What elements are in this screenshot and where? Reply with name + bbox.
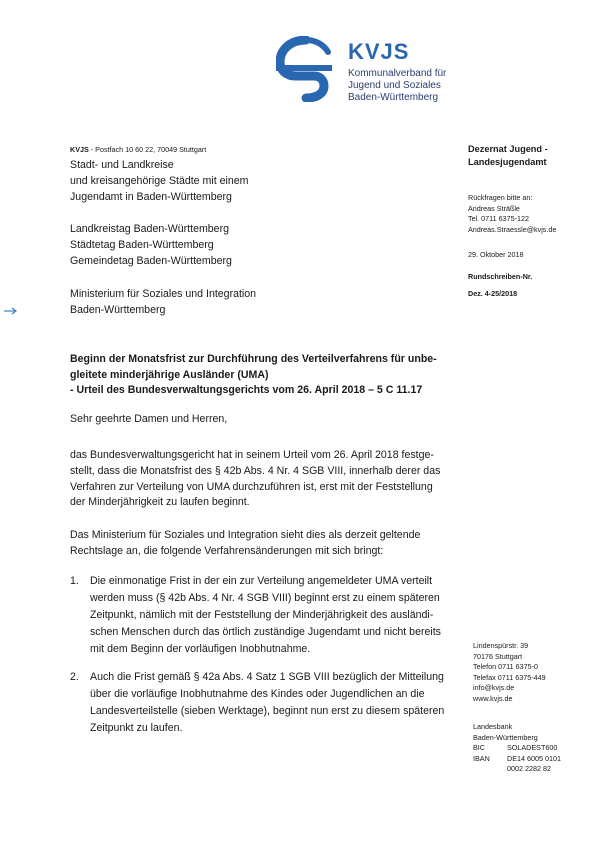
recipient-group-1 (70, 158, 248, 205)
info-email: info@kvjs.de (473, 683, 515, 693)
recipient-line: und kreisangehörige Städte mit einem (70, 174, 249, 187)
fold-mark-arrow-icon (4, 307, 18, 315)
paragraph-1 (70, 448, 460, 511)
paragraph-line: Rechtslage an, die folgende Verfahrensänderungen mit sich bringt: (70, 544, 384, 557)
website: www.kvjs.de (473, 693, 513, 703)
kvjs-logo-mark-icon (276, 36, 334, 102)
paragraph-line: das Bundesverwaltungsgericht hat in seinem Urteil vom 26. April 2018 festge- (70, 449, 434, 461)
letter-date: 29. Oktober 2018 (468, 250, 524, 259)
department-heading: Dezernat Jugend - Landesjugendamt (468, 144, 548, 167)
contact-block: Rückfragen bitte an: Andreas Sträßle Tel. 0711 6375-122 Andreas.Straessle@kvjs.de (468, 193, 557, 234)
salutation: Sehr geehrte Damen und Herren, (70, 413, 228, 425)
subject-line: Beginn der Monatsfrist zur Durchführung des Verteilverfahrens für unbe- (70, 353, 437, 365)
paragraph-line: der Minderjährigkeit zu laufen beginnt. (70, 496, 250, 509)
iban-row-cont: 0002 2282 82 (507, 764, 551, 774)
logo-abbreviation: KVJS (348, 39, 410, 64)
contact-email: Andreas.Straessle@kvjs.de (468, 224, 557, 234)
recipient-group-3 (70, 287, 256, 319)
logo-line-2: Jugend und Soziales (348, 80, 441, 91)
sender-line (70, 145, 206, 154)
list-item-number: 2. (70, 671, 79, 683)
sender-org: KVJS (70, 145, 89, 154)
recipient-line: Gemeindetag Baden-Württemberg (70, 254, 232, 267)
logo-line-3: Baden-Württemberg (348, 92, 439, 103)
logo-line-1: Kommunalverband für (348, 68, 447, 79)
recipient-group-2 (70, 222, 232, 269)
recipient-line: Jugendamt in Baden-Württemberg (70, 190, 232, 203)
recipient-line: Städtetag Baden-Württemberg (70, 238, 214, 251)
recipient-line: Baden-Württemberg (70, 303, 166, 316)
subject-line: gleitete minderjährige Ausländer (UMA) (70, 368, 269, 381)
recipient-line: Ministerium für Soziales und Integration (70, 288, 257, 300)
letter-subject (70, 352, 465, 399)
paragraph-2 (70, 528, 460, 560)
list-item-number: 1. (70, 575, 79, 587)
kvjs-logo (276, 36, 451, 106)
circular-label: Rundschreiben-Nr. (468, 272, 533, 281)
recipient-line: Stadt- und Landkreise (70, 159, 174, 171)
iban-row: IBAN DE14 6005 0101 (473, 753, 561, 763)
list-item-text: Die einmonatige Frist in der ein zur Verteilung angemeldeter UMA verteilt werden muss (§ 42b Abs. 4 Nr. 4 SGB VIII) beginnt erst zu einem späteren Zeitpunkt, nämlich mit der Feststellung der Minderjährigkeit des ausländi- schen Menschen durch das örtlich zuständige Jugendamt und nicht bereits mit dem Beginn der vorläufigen Inobhutnahme. (90, 575, 441, 655)
circular-number: Dez. 4-25/2018 (468, 289, 518, 298)
paragraph-line: Verfahren zur Verteilung von UMA durchzuführen ist, erst mit der Feststellung (70, 480, 433, 493)
paragraph-line: Das Ministerium für Soziales und Integration sieht dies als derzeit geltende (70, 529, 421, 541)
bic-row: BIC SOLADEST600 (473, 743, 558, 753)
recipient-line: Landkreistag Baden-Württemberg (70, 223, 229, 235)
address-block: Lindenspürstr. 39 70176 Stuttgart Telefon 0711 6375-0 Telefax 0711 6375-449 info@kvjs.de www.kvjs.de (473, 641, 546, 703)
subject-line: - Urteil des Bundesverwaltungsgerichts vom 26. April 2018 – 5 C 11.17 (70, 384, 423, 397)
list-item-text: Auch die Frist gemäß § 42a Abs. 4 Satz 1 SGB VIII bezüglich der Mitteilung über die vorläufige Inobhutnahme des Kindes oder Jugendlichen an die Landesverteilstelle (sieben Werktage), beginnt nun erst zu diesem späteren Zeitpunkt zu laufen. (90, 671, 445, 734)
sender-address: - Postfach 10 60 22, 70049 Stuttgart (88, 145, 207, 154)
bank-block: Landesbank Baden-Württemberg BIC SOLADEST600 IBAN DE14 6005 0101 0002 2282 82 (473, 722, 561, 774)
paragraph-line: stellt, dass die Monatsfrist des § 42b Abs. 4 Nr. 4 SGB VIII, innerhalb derer das (70, 464, 441, 477)
